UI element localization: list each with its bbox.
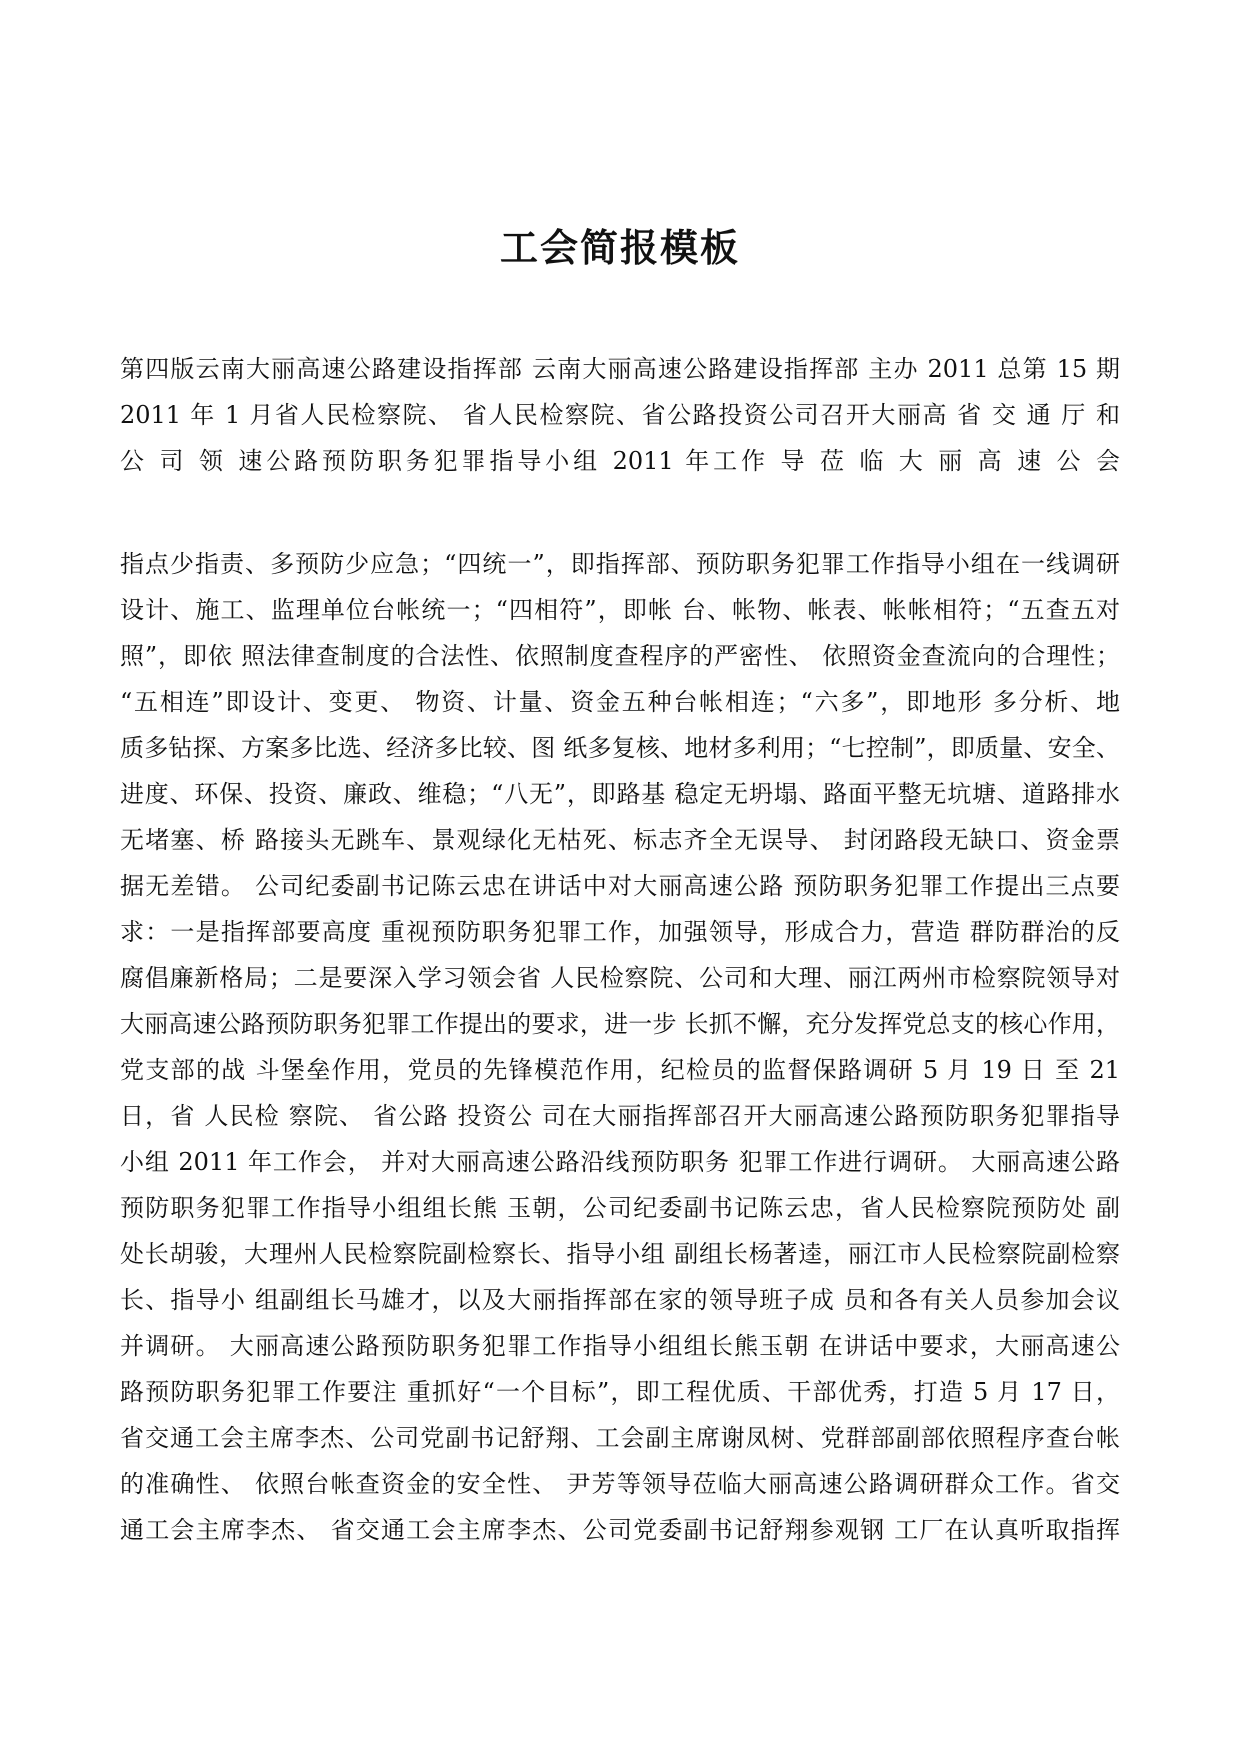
- text-line: 第四版云南大丽高速公路建设指挥部 云南大丽高速公路建设指挥部 主办 2011 总第 15 期: [120, 355, 1120, 383]
- header-paragraph: [120, 346, 1120, 484]
- text-line: 质多钻探、方案多比选、经济多比较、图 纸多复核、地材多利用；“七控制”，即质量、安全、: [120, 734, 1120, 762]
- text-line: “五相连”即设计、变更、 物资、计量、资金五种台帐相连；“六多”，即地形 多分析、地: [120, 688, 1120, 716]
- text-line: 省交通工会主席李杰、公司党副书记舒翔、工会副主席谢凤树、党群部副部依照程序查台帐: [120, 1424, 1120, 1452]
- text-line: 的准确性、 依照台帐查资金的安全性、 尹芳等领导莅临大丽高速公路调研群众工作。省交: [120, 1470, 1120, 1498]
- text-line: 预防职务犯罪工作指导小组组长熊 玉朝，公司纪委副书记陈云忠，省人民检察院预防处 副: [120, 1194, 1120, 1222]
- text-line: 求：一是指挥部要高度 重视预防职务犯罪工作，加强领导，形成合力，营造 群防群治的反: [120, 918, 1120, 946]
- text-line: 进度、环保、投资、廉政、维稳；“八无”，即路基 稳定无坍塌、路面平整无坑塘、道路排水: [120, 780, 1120, 808]
- text-line: 处长胡骏，大理州人民检察院副检察长、指导小组 副组长杨著逵，丽江市人民检察院副检察: [120, 1240, 1120, 1268]
- text-line: 无堵塞、桥 路接头无跳车、景观绿化无枯死、标志齐全无误导、 封闭路段无缺口、资金票: [120, 826, 1120, 854]
- text-line: 指点少指责、多预防少应急；“四统一”，即指挥部、预防职务犯罪工作指导小组在一线调研: [120, 550, 1120, 578]
- text-line: 长、指导小 组副组长马雄才，以及大丽指挥部在家的领导班子成 员和各有关人员参加会议: [120, 1286, 1120, 1314]
- text-line: 大丽高速公路预防职务犯罪工作提出的要求，进一步 长抓不懈，充分发挥党总支的核心作用，: [120, 1010, 1120, 1038]
- document-title: 工会简报模板: [499, 225, 740, 270]
- text-line: 通工会主席李杰、 省交通工会主席李杰、公司党委副书记舒翔参观钢 工厂在认真听取指挥: [120, 1516, 1120, 1544]
- text-line: 小组 2011 年工作会， 并对大丽高速公路沿线预防职务 犯罪工作进行调研。 大丽高速公路: [120, 1148, 1120, 1176]
- text-line: 据无差错。 公司纪委副书记陈云忠在讲话中对大丽高速公路 预防职务犯罪工作提出三点要: [120, 872, 1120, 900]
- text-line: 2011 年 1 月省人民检察院、 省人民检察院、省公路投资公司召开大丽高 省 交 通 厅 和: [120, 401, 1120, 429]
- text-line: 日，省 人民检 察院、 省公路 投资公 司在大丽指挥部召开大丽高速公路预防职务犯罪指导: [120, 1102, 1120, 1130]
- body-paragraph: [120, 541, 1120, 1553]
- text-line: 并调研。 大丽高速公路预防职务犯罪工作指导小组组长熊玉朝 在讲话中要求，大丽高速公: [120, 1332, 1120, 1360]
- text-line: 腐倡廉新格局；二是要深入学习领会省 人民检察院、公司和大理、丽江两州市检察院领导对: [120, 964, 1120, 992]
- text-line: 公 司 领 速公路预防职务犯罪指导小组 2011 年工作 导 莅 临 大 丽 高 速 公 会: [120, 447, 1120, 475]
- text-line: 设计、施工、监理单位台帐统一；“四相符”，即帐 台、帐物、帐表、帐帐相符；“五查五对: [120, 596, 1120, 624]
- text-line: 路预防职务犯罪工作要注 重抓好“一个目标”，即工程优质、干部优秀，打造 5 月 17 日，: [120, 1378, 1120, 1406]
- text-line: 党支部的战 斗堡垒作用，党员的先锋模范作用，纪检员的监督保路调研 5 月 19 日 至 21: [120, 1056, 1120, 1084]
- text-line: 照”，即依 照法律查制度的合法性、依照制度查程序的严密性、 依照资金查流向的合理性；: [120, 642, 1120, 670]
